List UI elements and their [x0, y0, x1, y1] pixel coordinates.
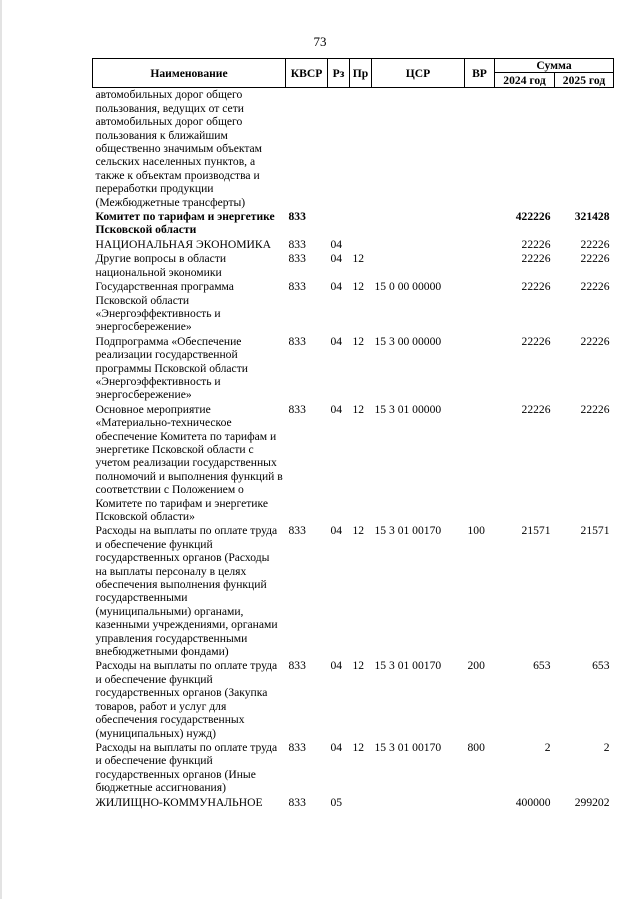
row-name: Подпрограмма «Обеспечение реализации государственной программы Псковской области «Энергоэффективность и энергосбережение»: [95, 334, 248, 402]
table-row: [93, 280, 614, 335]
row-kvsr: 833: [288, 659, 306, 673]
row-pr: [350, 88, 372, 210]
table-row: [93, 238, 614, 252]
row-rz: [328, 88, 350, 210]
row-amount-2024: [495, 88, 555, 210]
header-year-2024: 2024 год: [495, 73, 555, 88]
row-amount-2025: [555, 88, 614, 210]
row-csr: 15 3 01 00170: [374, 524, 442, 538]
row-name: ЖИЛИЩНО-КОММУНАЛЬНОЕ: [95, 795, 263, 809]
table-body: [93, 88, 614, 810]
row-name: НАЦИОНАЛЬНАЯ ЭКОНОМИКА: [95, 237, 272, 251]
table-row: [93, 335, 614, 403]
row-amount-2025: 22226: [580, 252, 610, 266]
row-csr: 15 3 01 00170: [374, 659, 442, 673]
row-amount-2024: 653: [533, 659, 551, 673]
row-vr: 200: [467, 659, 485, 673]
row-csr: [372, 252, 465, 280]
budget-table: [92, 58, 614, 810]
row-vr: [465, 335, 495, 403]
row-pr: [350, 796, 372, 810]
row-vr: [465, 796, 495, 810]
table-row: [93, 659, 614, 740]
row-kvsr: [286, 88, 328, 210]
row-amount-2025: 2: [603, 740, 610, 754]
row-pr: 12: [352, 402, 365, 416]
table-row: [93, 210, 614, 238]
table-row: [93, 403, 614, 525]
row-kvsr: 833: [288, 524, 306, 538]
row-vr: [465, 238, 495, 252]
row-rz: 05: [330, 795, 343, 809]
table-header: [93, 59, 614, 88]
row-amount-2025: 21571: [580, 524, 610, 538]
header-rz: Рз: [328, 59, 350, 88]
row-rz: 04: [330, 280, 343, 294]
row-rz: [328, 210, 350, 238]
row-vr: 800: [467, 740, 485, 754]
row-name: Расходы на выплаты по оплате труда и обеспечение функций государственных органов (Закупка товаров, работ и услуг для обеспечения государственных (муниципальных) нужд): [95, 659, 278, 740]
row-pr: 12: [352, 740, 365, 754]
row-kvsr: 833: [288, 280, 306, 294]
row-name: Комитет по тарифам и энергетике Псковской области: [95, 210, 275, 237]
row-amount-2025: 22226: [580, 280, 610, 294]
row-pr: 12: [352, 524, 365, 538]
row-kvsr: 833: [288, 334, 306, 348]
header-sum: Сумма: [495, 59, 614, 73]
row-amount-2025: 22226: [580, 334, 610, 348]
header-name: Наименование: [93, 59, 286, 88]
header-kvsr: КВСР: [286, 59, 328, 88]
row-pr: [350, 238, 372, 252]
row-pr: 12: [352, 280, 365, 294]
row-amount-2025: 321428: [574, 210, 610, 224]
row-name: Расходы на выплаты по оплате труда и обеспечение функций государственных органов (Иные бюджетные ассигнования): [95, 740, 278, 795]
row-kvsr: 833: [288, 237, 306, 251]
row-csr: 15 3 01 00170: [374, 740, 442, 754]
header-vr: ВР: [465, 59, 495, 88]
row-amount-2024: 422226: [515, 210, 551, 224]
row-amount-2024: 22226: [521, 237, 551, 251]
table-row: [93, 524, 614, 659]
row-amount-2025: 22226: [580, 237, 610, 251]
row-rz: 04: [330, 524, 343, 538]
row-pr: [350, 210, 372, 238]
row-amount-2025: 653: [592, 659, 610, 673]
row-name: автомобильных дорог общего пользования, ведущих от сети автомобильных дорог общего пользования к ближайшим общественно значимым объектам сельских населенных пунктов, а также к объектам производства и переработки продукции (Межбюджетные трансферты): [95, 88, 263, 209]
row-amount-2024: 22226: [521, 280, 551, 294]
header-csr: ЦСР: [372, 59, 465, 88]
header-pr: Пр: [350, 59, 372, 88]
row-name: Расходы на выплаты по оплате труда и обеспечение функций государственных органов (Расходы на выплаты персоналу в целях обеспечения выполнения функций государственными (муниципальными) органами, казенными учреждениями, органами управления государственными внебюджетными фондами): [95, 524, 278, 659]
row-csr: 15 0 00 00000: [374, 280, 442, 294]
row-rz: 04: [330, 659, 343, 673]
row-kvsr: 833: [288, 740, 306, 754]
row-rz: 04: [330, 402, 343, 416]
row-rz: 04: [330, 237, 343, 251]
row-csr: [372, 210, 465, 238]
row-rz: 04: [330, 252, 343, 266]
row-vr: 100: [467, 524, 485, 538]
row-vr: [465, 403, 495, 525]
row-amount-2025: 299202: [574, 795, 610, 809]
row-kvsr: 833: [288, 795, 306, 809]
row-amount-2024: 2: [544, 740, 551, 754]
row-vr: [465, 210, 495, 238]
row-name: Основное мероприятие «Материально-техническое обеспечение Комитета по тарифам и энергетике Псковской области с учетом реализации государственных полномочий и выполнения функций в соответствии с Положением о Комитете по тарифам и энергетике Псковской области»: [95, 402, 283, 523]
table-row: [93, 741, 614, 796]
row-csr: [372, 796, 465, 810]
row-kvsr: 833: [288, 252, 306, 266]
row-amount-2025: 22226: [580, 402, 610, 416]
page-number: 73: [313, 34, 327, 49]
row-csr: 15 3 01 00000: [374, 402, 442, 416]
row-pr: 12: [352, 334, 365, 348]
row-rz: 04: [330, 334, 343, 348]
table-row: [93, 88, 614, 210]
row-vr: [465, 252, 495, 280]
row-kvsr: 833: [288, 210, 306, 224]
row-amount-2024: 22226: [521, 334, 551, 348]
row-csr: 15 3 00 00000: [374, 334, 442, 348]
row-rz: 04: [330, 740, 343, 754]
row-name: Другие вопросы в области национальной экономики: [95, 252, 227, 279]
row-amount-2024: 21571: [521, 524, 551, 538]
row-vr: [465, 88, 495, 210]
scan-edge: [0, 0, 2, 899]
row-csr: [372, 238, 465, 252]
row-amount-2024: 400000: [515, 795, 551, 809]
row-vr: [465, 280, 495, 335]
table-row: [93, 796, 614, 810]
row-amount-2024: 22226: [521, 402, 551, 416]
row-csr: [372, 88, 465, 210]
row-kvsr: 833: [288, 402, 306, 416]
row-amount-2024: 22226: [521, 252, 551, 266]
table-row: [93, 252, 614, 280]
row-pr: 12: [352, 659, 365, 673]
row-name: Государственная программа Псковской области «Энергоэффективность и энергосбережение»: [95, 280, 234, 334]
row-pr: 12: [352, 252, 365, 266]
header-year-2025: 2025 год: [555, 73, 614, 88]
